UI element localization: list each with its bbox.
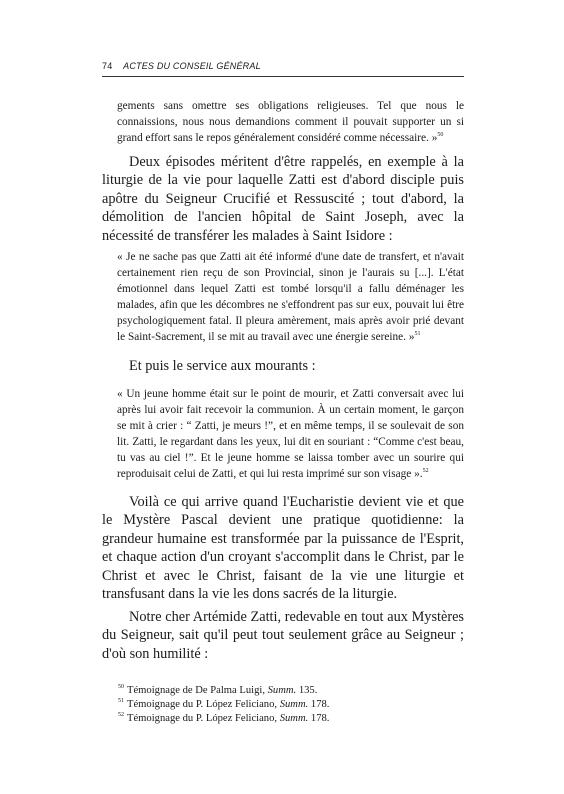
page-number: 74 bbox=[102, 61, 113, 71]
quote-block-1: gements sans omettre ses obligations religieuses. Tel que nous le connaissions, nous nous demandions comment il pouvait supporter un si grand effort sans le repos généralement considéré comme nécessaire. »$^{50}$ bbox=[117, 100, 464, 144]
running-title: ACTES DU CONSEIL GÉNÉRAL bbox=[123, 61, 261, 71]
quote-block-3: « Un jeune homme était sur le point de mourir, et Zatti conversait avec lui après lui avoir fait recevoir la communion. À un certain moment, le garçon se mit à crier : “ Zatti, je meurs !”, et en même temps, il se soulevait de son lit. Zatti, le regardant dans les yeux, lui dit en souriant : “Comme c'est beau, tu vas au ciel !”. Et le jeune homme se laissa tomber avec un sourire qui reproduisait celui de Zatti, et qui lui resta imprimé sur son visage ».$^{52}$ bbox=[117, 388, 464, 480]
running-header bbox=[102, 61, 464, 71]
paragraph-3: Voilà ce qui arrive quand l'Eucharistie devient vie et que le Mystère Pascal devient une pratique quotidienne: la grandeur humaine est transformée par la puissance de l'Esprit, et chaque action d'un croyant s'accomplit dans le Christ, par le Christ et avec le Christ, faisant de la vie une liturgie et transfusant dans la vie les dons sacrés de la liturgie. bbox=[102, 494, 464, 603]
paragraph-1: Deux épisodes méritent d'être rappelés, en exemple à la liturgie de la vie pour laquelle Zatti est d'abord disciple puis apôtre du Seigneur Crucifié et Ressuscité ; tout d'abord, la démolition de l'ancien hôpital de Saint Joseph, avec la nécessité de transférer les malades à Saint Isidore : bbox=[102, 154, 464, 244]
footnote-50: $^{50}$ Témoignage de De Palma Luigi, Summ. 135. bbox=[118, 684, 318, 696]
footnote-ref-50: 50 bbox=[437, 132, 444, 139]
header-rule bbox=[102, 76, 464, 77]
footnote-51: $^{51}$ Témoignage du P. López Feliciano, Summ. 178. bbox=[118, 698, 330, 710]
paragraph-4: Notre cher Artémide Zatti, redevable en tout aux Mystères du Seigneur, sait qu'il peut tout seulement grâce au Seigneur ; d'où son humilité : bbox=[102, 609, 464, 662]
paragraph-2: Et puis le service aux mourants : bbox=[129, 358, 316, 374]
footnote-ref-52: 52 bbox=[422, 468, 429, 475]
quote-block-2: « Je ne sache pas que Zatti ait été informé d'une date de transfert, et n'avait certainement rien reçu de son Provincial, sinon je l'aurais su [...]. L'état émotionnel dans lequel Zatti est tombé lorsqu'il a fallu déménager les malades, afin que les décombres ne s'effondrent pas sur eux, pouvait lui être psychologiquement fatal. Il pleura amèrement, mais après avoir prié devant le Saint-Sacrement, il se mit au travail avec une énergie sereine. »$^{51}$ bbox=[117, 251, 464, 343]
footnote-52: $^{52}$ Témoignage du P. López Feliciano, Summ. 178. bbox=[118, 712, 330, 724]
footnote-ref-51: 51 bbox=[414, 331, 421, 338]
